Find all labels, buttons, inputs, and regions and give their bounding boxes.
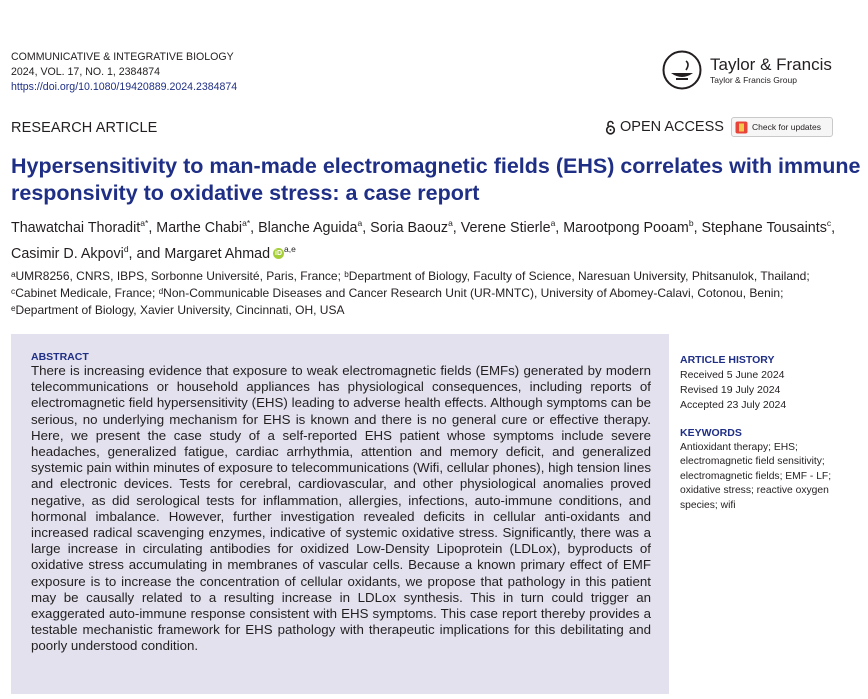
author-separator: , xyxy=(555,219,564,236)
journal-name: COMMUNICATIVE & INTEGRATIVE BIOLOGY xyxy=(11,51,234,63)
publisher-group: Taylor & Francis Group xyxy=(710,75,797,85)
abstract-box xyxy=(11,334,669,694)
author-name[interactable]: Verene Stierle xyxy=(460,219,551,236)
check-for-updates-label: Check for updates xyxy=(752,122,821,132)
author-separator: , xyxy=(250,219,259,236)
author-affiliation-marker: d xyxy=(123,243,129,254)
open-access-label: OPEN ACCESS xyxy=(620,119,724,135)
author-affiliation-marker: a,e xyxy=(284,243,296,254)
open-lock-icon xyxy=(605,120,616,135)
journal-volume: 2024, VOL. 17, NO. 1, 2384874 xyxy=(11,66,161,78)
author-separator: , xyxy=(148,219,157,236)
author-affiliation-marker: a xyxy=(550,218,556,228)
open-access-badge xyxy=(605,119,724,135)
article-history xyxy=(680,353,850,413)
author-affiliation-marker: a xyxy=(448,218,453,228)
revised-date: Revised 19 July 2024 xyxy=(680,384,781,396)
author-name[interactable]: Thawatchai Thoradit xyxy=(11,219,141,236)
abstract-heading: ABSTRACT xyxy=(31,351,89,363)
author-name[interactable]: Marootpong Pooam xyxy=(563,219,689,236)
check-for-updates-button[interactable] xyxy=(731,117,833,137)
author-separator: , and xyxy=(128,245,165,262)
author-name[interactable]: Casimir D. Akpovi xyxy=(11,245,124,262)
affiliations: ᵃUMR8256, CNRS, IBPS, Sorbonne Université, Paris, France; ᵇDepartment of Biology, Faculty of Science, Naresuan University, Phitsanulok, Thailand; ᶜCabinet Medicale, France; ᵈNon-Communicable Diseases and Cancer Research Unit (UR-MNTC), University of Abomey-Calavi, Cotonou, Benin; ᵉDepartment of Biology, Xavier University, Cincinnati, OH, USA xyxy=(11,269,810,317)
abstract-text: There is increasing evidence that exposure to weak electromagnetic fields (EMFs) generated by modern telecommunications or household appliances has physiological consequences, including reports of electromagnetic field hypersensitivity (EHS) leading to adverse health effects. Although symptoms can be serious, no underlying mechanism for EHS is known and there is no general cure or effective therapy. Here, we present the case study of a self-reported EHS patient whose symptoms include severe headaches, generalized fatigue, cardiac arrhythmia, attention and memory deficit, and generalized systemic pain within minutes of exposure to telecommunications (Wifi, cellular phones), high tension lines and electronic devices. Tests for cerebral, cardiovascular, and other physiological anomalies proved negative, as did serological tests for inflammation, allergies, infections, auto-immune conditions, and hormonal imbalance. However, further investigation revealed deficits in cellular anti-oxidants and increased radical scavenging enzymes, indicative of systemic oxidative stress. Significantly, there was a large increase in circulating antibodies for oxidized Low-Density Lipoprotein (LDLox), byproducts of oxidative stress accumulating in membranes of vascular cells. Because a known primary effect of EMF exposure is to increase the concentration of cellular oxidants, we propose that pathology in this patient may be causally related to a resulting increase in LDLox synthesis. This in turn could trigger an exaggerated auto-immune response consistent with EHS symptoms. This case report thereby provides a testable mechanistic framework for EHS pathology with therapeutic implications for this debilitating and poorly understood condition. xyxy=(31,363,651,654)
taylor-francis-lamp-icon xyxy=(662,50,702,90)
orcid-icon[interactable]: iD xyxy=(275,250,283,258)
author-name[interactable]: Soria Baouz xyxy=(370,219,449,236)
crossmark-icon xyxy=(735,121,748,134)
article-type: RESEARCH ARTICLE xyxy=(11,120,158,136)
author-separator: , xyxy=(693,219,702,236)
article-history-heading: ARTICLE HISTORY xyxy=(680,354,775,366)
author-name[interactable]: Stephane Tousaints xyxy=(701,219,827,236)
accepted-date: Accepted 23 July 2024 xyxy=(680,399,787,411)
publisher-logo[interactable] xyxy=(662,50,832,90)
author-separator: , xyxy=(362,219,371,236)
author-list xyxy=(11,213,861,265)
keywords-text: Antioxidant therapy; EHS; electromagnetic field sensitivity; electromagnetic fields; EMF - LF; oxidative stress; reactive oxygen species; wifi xyxy=(680,441,832,511)
author-affiliation-marker: a* xyxy=(242,218,251,228)
author-name[interactable]: Margaret Ahmad xyxy=(164,245,271,262)
publisher-name: Taylor & Francis xyxy=(710,55,832,74)
journal-info xyxy=(11,50,237,95)
article-title: Hypersensitivity to man-made electromagnetic fields (EHS) correlates with immune responsivity to oxidative stress: a case report xyxy=(11,154,861,205)
author-affiliation-marker: c xyxy=(826,218,832,228)
received-date: Received 5 June 2024 xyxy=(680,369,785,381)
author-affiliation-marker: b xyxy=(688,218,694,228)
doi-link[interactable]: https://doi.org/10.1080/19420889.2024.2384874 xyxy=(11,81,238,93)
author-affiliation-marker: a xyxy=(357,218,363,228)
keywords xyxy=(680,426,850,513)
author-separator: , xyxy=(831,219,836,236)
author-affiliation-marker: a* xyxy=(140,218,149,228)
keywords-heading: KEYWORDS xyxy=(680,427,742,439)
author-name[interactable]: Blanche Aguida xyxy=(258,219,358,236)
author-separator: , xyxy=(452,219,461,236)
author-name[interactable]: Marthe Chabi xyxy=(156,219,243,236)
